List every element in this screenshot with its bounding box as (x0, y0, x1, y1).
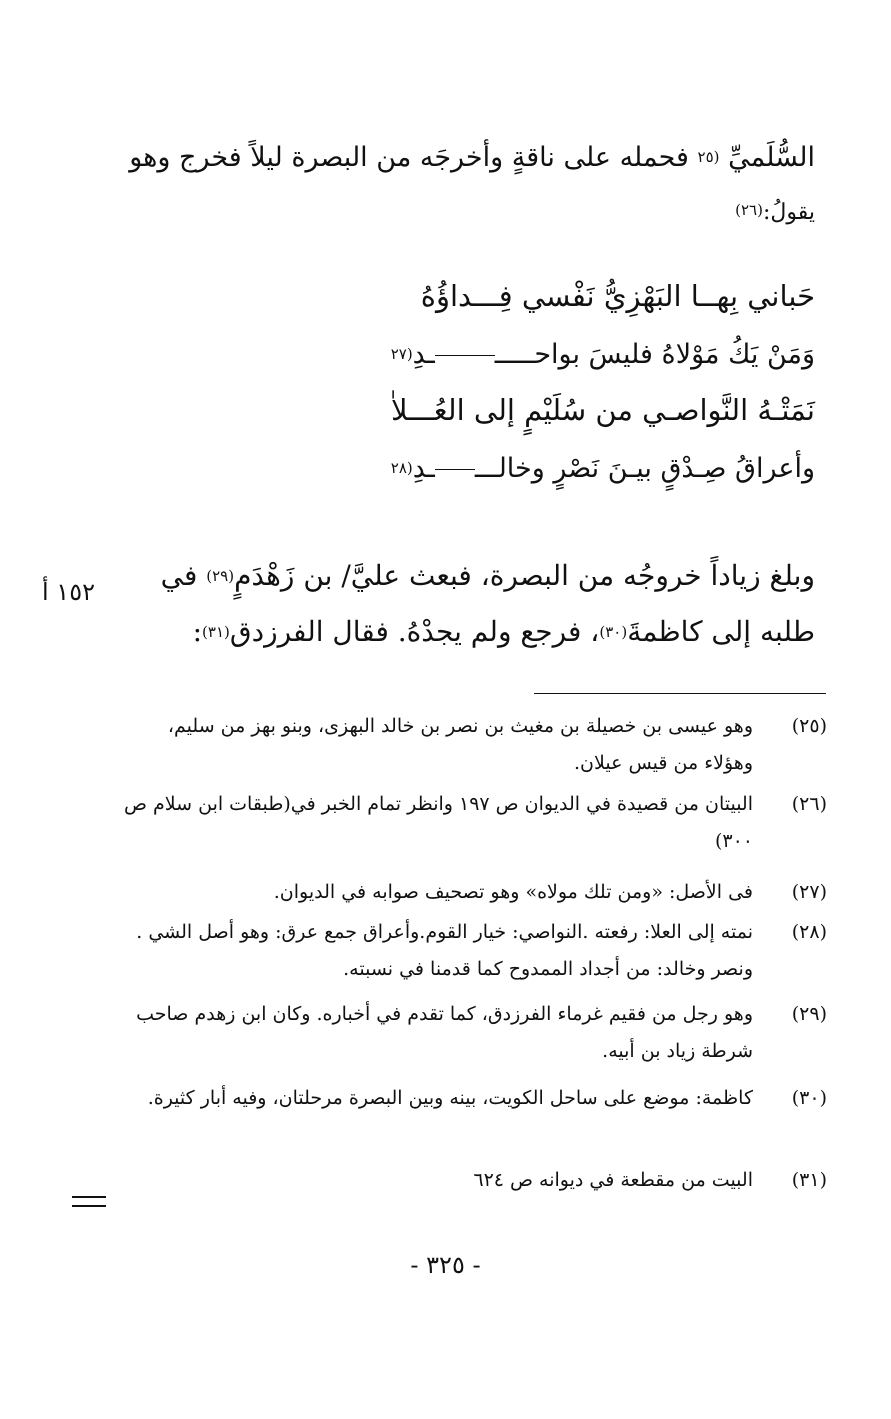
paragraph-2-line-2-end: : (192, 615, 203, 648)
footnote-ref-25: (٢٥ (697, 148, 720, 166)
footnote-text: فى الأصل: «ومن تلك مولاه» وهو تصحيف صوابه في الديوان. (273, 881, 753, 903)
paragraph-1-line-2: يقولُ: (762, 200, 815, 225)
footnote-27 (114, 874, 827, 911)
double-rule-mark (72, 1196, 106, 1207)
footnote-text: كاظمة: موضع على ساحل الكويت، بينه وبين البصرة مرحلتان، وفيه أبار كثيرة. (147, 1087, 753, 1109)
footnote-ref-27: (٢٧ (390, 345, 413, 363)
footnote-number: (٢٦) (791, 793, 827, 815)
footnote-25 (114, 708, 827, 782)
verse-2-dash (435, 355, 495, 356)
page-number: - ٣٢٥ - (410, 1251, 481, 1279)
paragraph-1-text: فحمله على ناقةٍ وأخرجَه من البصرة ليلاً فخرج وهو (129, 142, 689, 173)
paragraph-2-line-1: وبلغ زياداً خروجُه من البصرة، فبعث عليَّ/ بن زَهْدَمٍ (234, 559, 815, 592)
paragraph-2-line-2-mid: ، فرجع ولم يجدْهُ. فقال الفرزدق (229, 615, 600, 648)
footnote-number: (٢٨) (791, 921, 827, 943)
paragraph-2 (108, 548, 815, 660)
verse-4-end: ـدِ (412, 453, 435, 484)
verse-4 (391, 448, 815, 489)
footnote-ref-29: (٢٩) (206, 567, 235, 585)
footnote-29 (114, 996, 827, 1070)
footnote-ref-31: (٣١) (202, 623, 230, 641)
verse-3: نَمَتْـهُ النَّواصـي من سُلَيْمٍ إلى العُـــلاٰ (391, 393, 815, 427)
margin-folio-note: ١٥٢ أ (42, 578, 95, 606)
footnote-text: البيتان من قصيدة في الديوان ص ١٩٧ وانظر تمام الخبر في(طبقات ابن سلام ص ٣٠٠) (124, 793, 753, 852)
footnote-30 (114, 1080, 827, 1117)
paragraph-2-line-2: طلبه إلى كاظمةَ (627, 615, 815, 648)
verse-4-dash (435, 469, 475, 470)
paragraph-2-line-1-end: في (160, 559, 198, 592)
footnote-28 (114, 914, 827, 988)
footnote-number: (٢٧) (791, 881, 827, 903)
verse-2-text: وَمَنْ يَكُ مَوْلاهُ فليسَ بواحـــــ (494, 339, 815, 370)
footnote-number: (٢٥) (791, 715, 827, 737)
footnote-31 (114, 1162, 827, 1199)
footnote-ref-30: (٣٠) (599, 623, 628, 641)
footnote-ref-28: (٢٨ (390, 459, 413, 477)
footnote-number: (٣٠) (791, 1087, 827, 1109)
footnote-number: (٢٩) (791, 1003, 827, 1025)
footnote-26 (114, 786, 827, 860)
paragraph-1 (110, 132, 815, 238)
footnote-text: البيت من مقطعة في ديوانه ص ٦٢٤ (473, 1169, 753, 1191)
footnote-ref-26: (٢٦) (735, 201, 763, 219)
footnote-text: وهو عيسى بن خصيلة بن مغيث بن نصر بن خالد البهزى، وبنو بهز من سليم، وهؤلاء من قيس عيلان. (167, 715, 753, 774)
footnote-separator (534, 693, 826, 694)
verse-2 (391, 334, 815, 375)
paragraph-1-word: السُّلَميِّ (728, 142, 815, 173)
footnote-text: وهو رجل من فقيم غرماء الفرزدق، كما تقدم في أخباره. وكان ابن زهدم صاحب شرطة زياد بن أبيه. (136, 1003, 753, 1062)
verse-2-end: ـدِ (412, 339, 435, 370)
verse-1: حَباني بِهــا البَهْزِيُّ نَفْسي فِـــداؤُهُ (420, 279, 815, 313)
footnote-number: (٣١) (791, 1169, 827, 1191)
footnote-text: نمته إلى العلا: رفعته .النواصي: خيار القوم.وأعراق جمع عرق: وهو أصل الشي . ونصر وخالد: من أجداد الممدوح كما قدمنا في نسبته. (136, 921, 753, 980)
verse-4-text: وأعراقُ صِـدْقٍ بيـنَ نَصْرٍ وخالـــ (474, 453, 815, 484)
